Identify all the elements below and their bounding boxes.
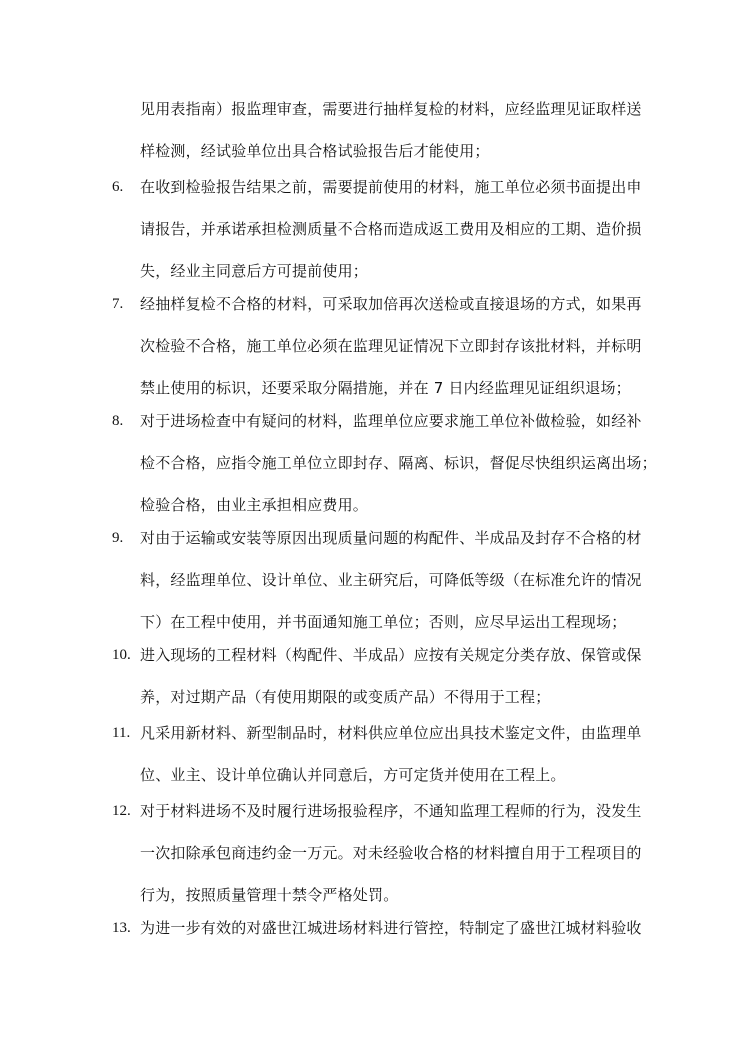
text-line: 样检测，经试验单位出具合格试验报告后才能使用； (140, 142, 490, 160)
item-text (140, 400, 657, 526)
text-line: 检验合格，由业主承担相应费用。 (140, 496, 369, 514)
item-text (140, 283, 640, 409)
list-item-11 (112, 712, 640, 796)
item-text (140, 790, 640, 916)
item-number: 8. (112, 413, 124, 429)
text-line: 养，对过期产品（有使用期限的或变质产品）不得用于工程； (140, 688, 551, 706)
list-item-9 (112, 517, 640, 643)
item-number: 10. (112, 647, 131, 663)
text-line: 进入现场的工程材料（构配件、半成品）应按有关规定分类存放、保管或保 (140, 646, 642, 664)
item-number: 6. (112, 179, 124, 195)
item-number: 13. (112, 920, 131, 936)
list-item-10 (112, 634, 640, 718)
text-line: 次检验不合格，施工单位必须在监理见证情况下立即封存该批材料，并标明 (140, 337, 642, 355)
text-line: 对由于运输或安装等原因出现质量问题的构配件、半成品及封存不合格的材 (140, 529, 642, 547)
item-text (140, 517, 640, 643)
text-line: 下）在工程中使用，并书面通知施工单位；否则，应尽早运出工程现场； (140, 613, 627, 631)
item-text (140, 166, 640, 292)
text-line: 失，经业主同意后方可提前使用； (140, 262, 369, 280)
text-line: 经抽样复检不合格的材料，可采取加倍再次送检或直接退场的方式，如果再 (140, 295, 642, 313)
item-number: 12. (112, 803, 131, 819)
text-line: 禁止使用的标识，还要采取分隔措施，并在 7 日内经监理见证组织退场； (140, 379, 631, 397)
text-line: 位、业主、设计单位确认并同意后，方可定货并使用在工程上。 (140, 766, 566, 784)
item-text (140, 712, 640, 796)
text-line: 在收到检验报告结果之前，需要提前使用的材料，施工单位必须书面提出申 (140, 178, 642, 196)
list-item-continuation (112, 88, 640, 172)
item-text (140, 634, 640, 718)
text-line: 行为，按照质量管理十禁令严格处罚。 (140, 886, 399, 904)
item-text (140, 88, 640, 172)
text-line: 检不合格，应指令施工单位立即封存、隔离、标识，督促尽快组织运离出场； (140, 454, 657, 472)
text-line: 为进一步有效的对盛世江城进场材料进行管控，特制定了盛世江城材料验收 (140, 919, 642, 937)
text-line: 对于材料进场不及时履行进场报验程序，不通知监理工程师的行为，没发生 (140, 802, 642, 820)
text-line: 一次扣除承包商违约金一万元。对未经验收合格的材料擅自用于工程项目的 (140, 844, 642, 862)
text-line: 对于进场检查中有疑问的材料，监理单位应要求施工单位补做检验，如经补 (140, 412, 642, 430)
list-item-6 (112, 166, 640, 292)
item-number: 11. (112, 725, 131, 741)
item-number: 9. (112, 530, 124, 546)
text-line: 料，经监理单位、设计单位、业主研究后，可降低等级（在标准允许的情况 (140, 571, 642, 589)
list-item-12 (112, 790, 640, 916)
text-line: 凡采用新材料、新型制品时，材料供应单位应出具技术鉴定文件，由监理单 (140, 724, 642, 742)
text-line: 见用表指南）报监理审查，需要进行抽样复检的材料，应经监理见证取样送 (140, 100, 642, 118)
list-item-8 (112, 400, 657, 526)
item-text (140, 907, 640, 949)
list-item-7 (112, 283, 640, 409)
text-line: 请报告，并承诺承担检测质量不合格而造成返工费用及相应的工期、造价损 (140, 220, 642, 238)
item-number: 7. (112, 296, 124, 312)
list-item-13 (112, 907, 640, 949)
